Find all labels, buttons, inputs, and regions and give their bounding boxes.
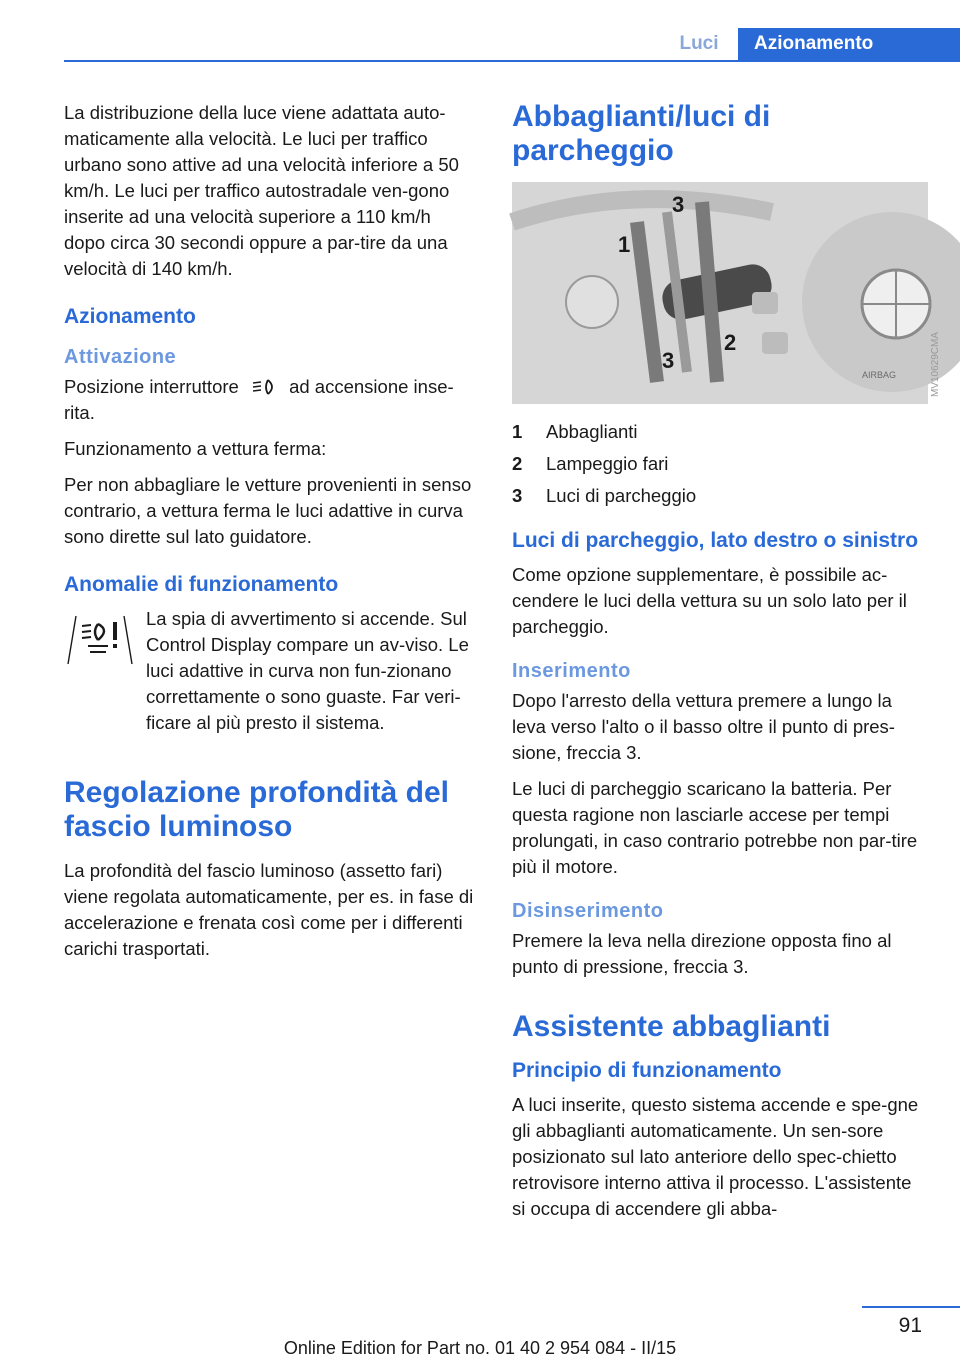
legend-number: 2 — [512, 453, 523, 474]
principio-paragraph: A luci inserite, questo sistema accende e spe-gne gli abbaglianti automaticamente. Un sen-sore posizionato sul lato anteriore dello spec-chietto retrovisore interno attiva il processo. L'assistente si occupa di accendere gli abba- — [512, 1094, 919, 1219]
svg-text:1: 1 — [618, 232, 631, 257]
legend-item — [512, 416, 924, 448]
legend-number: 3 — [512, 485, 523, 506]
parcheggio-lato-paragraph: Come opzione supplementare, è possibile ac-cendere le luci della vettura su un solo lato per il parcheggio. — [512, 564, 907, 637]
attivazione-text-post: ad accensione inse-rita. — [64, 376, 454, 423]
legend-number: 1 — [512, 421, 523, 442]
heading-attivazione: Attivazione — [64, 346, 177, 368]
heading-assistente: Assistente abbaglianti — [512, 1010, 831, 1043]
heading-inserimento: Inserimento — [512, 660, 631, 682]
section-tab-azionamento: Azionamento — [738, 28, 960, 60]
regolazione-paragraph: La profondità del fascio luminoso (assetto fari) viene regolata automaticamente, per es. in fase di accelerazione e frenata così come per i differenti carichi trasportati. — [64, 860, 474, 959]
attivazione-text-pre: Posizione interruttore — [64, 376, 239, 397]
funzionamento-ferma-label: Funzionamento a vettura ferma: — [64, 438, 327, 459]
ferma-paragraph: Per non abbagliare le vetture provenienti in senso contrario, a vettura ferma le luci adattive in curva sono dirette sul lato guidatore. — [64, 474, 472, 547]
svg-text:3: 3 — [672, 192, 685, 217]
page-header — [0, 0, 960, 62]
inserimento-paragraph-2: Le luci di parcheggio scaricano la batteria. Per questa ragione non lasciarle accese per tempi prolungati, in caso contrario potrebbe non par-tire più il motore. — [512, 778, 918, 877]
heading-azionamento: Azionamento — [64, 305, 196, 328]
image-reference-code: MV10629CMA — [930, 332, 941, 398]
anomalie-paragraph: La spia di avvertimento si accende. Sul Control Display compare un av-viso. Le luci adattive in curva non fun-zionano correttamente o sono guaste. Far veri-ficare al più presto il sistema. — [146, 608, 469, 733]
footer-rule — [862, 1306, 960, 1308]
page-number: 91 — [898, 1314, 922, 1337]
disinserimento-paragraph: Premere la leva nella direzione opposta fino al punto di pressione, freccia 3. — [512, 930, 892, 977]
legend-label: Lampeggio fari — [546, 453, 669, 474]
heading-parcheggio-lato: Luci di parcheggio, lato destro o sinistro — [512, 529, 919, 552]
legend-label: Abbaglianti — [546, 421, 638, 442]
left-column — [64, 100, 476, 972]
inserimento-paragraph: Dopo l'arresto della vettura premere a lungo la leva verso l'alto o il basso oltre il punto di pres-sione, freccia 3. — [512, 690, 895, 763]
steering-lever-drawing — [512, 182, 928, 404]
right-column — [512, 100, 941, 1232]
attivazione-paragraph — [64, 374, 476, 426]
adaptive-light-icon — [250, 377, 278, 397]
anomalie-block — [64, 606, 476, 736]
steering-lever-illustration — [512, 182, 941, 404]
footer-edition: Online Edition for Part no. 01 40 2 954 084 - II/15 — [283, 1338, 677, 1358]
heading-principio: Principio di funzionamento — [512, 1059, 782, 1082]
illustration-legend — [512, 416, 924, 512]
svg-text:3: 3 — [662, 348, 675, 373]
legend-label: Luci di parcheggio — [546, 485, 697, 506]
legend-item — [512, 448, 924, 480]
adaptive-light-warning-icon — [64, 610, 136, 666]
heading-disinserimento: Disinserimento — [512, 900, 664, 922]
intro-paragraph: La distribuzione della luce viene adattata auto-maticamente alla velocità. Le luci per traffico urbano sono attive ad una velocità inferiore a 50 km/h. Le luci per traffico autostradale ven-gono inserite ad una velocità superiore a 110 km/h dopo circa 30 secondi oppure a par-tire da una velocità di 140 km/h. — [64, 102, 459, 279]
heading-anomalie: Anomalie di funzionamento — [64, 573, 339, 596]
section-tab-luci: Luci — [660, 28, 738, 60]
legend-item — [512, 480, 924, 512]
svg-text:AIRBAG: AIRBAG — [862, 370, 897, 380]
heading-regolazione: Regolazione profondità del fascio luminoso — [64, 776, 450, 843]
header-rule — [64, 60, 960, 62]
svg-text:2: 2 — [724, 330, 737, 355]
heading-abbaglianti: Abbaglianti/luci di parcheggio — [512, 100, 771, 167]
